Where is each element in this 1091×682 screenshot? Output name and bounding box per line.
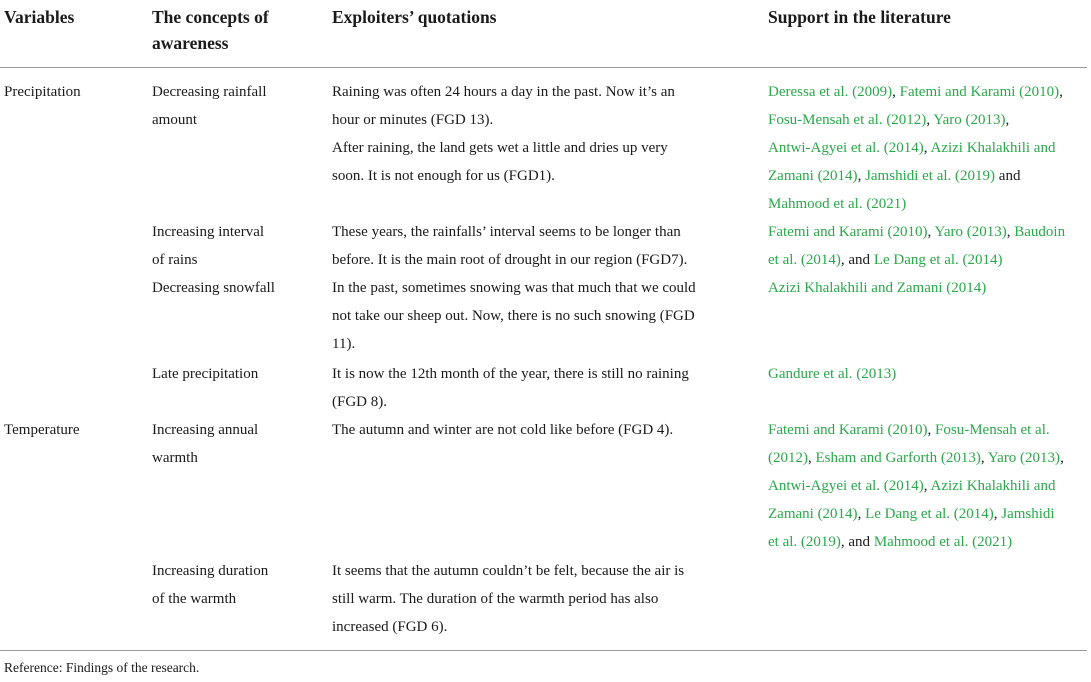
cell-quote-line: These years, the rainfalls’ interval seems to be longer than: [332, 224, 681, 240]
header-literature: Support in the literature: [768, 7, 951, 27]
cell-quote-line: It seems that the autumn couldn’t be felt, because the air is: [332, 563, 685, 579]
cell-quote-line: hour or minutes (FGD 13).: [332, 112, 494, 128]
cell-quote-line: It is now the 12th month of the year, there is still no raining: [332, 366, 689, 382]
cell-literature-line: Azizi Khalakhili and Zamani (2014): [768, 280, 987, 296]
cell-quote-line: before. It is the main root of drought in our region (FGD7).: [332, 252, 688, 268]
cell-literature-line: et al. (2014), and Le Dang et al. (2014): [768, 252, 1003, 268]
cell-literature-line: Gandure et al. (2013): [768, 366, 897, 382]
cell-literature-line: Fosu-Mensah et al. (2012), Yaro (2013),: [768, 112, 1010, 128]
header-concepts: The concepts of awareness: [152, 7, 269, 53]
cell-variable: Precipitation: [4, 84, 81, 100]
cell-literature-line: Fatemi and Karami (2010), Fosu-Mensah et al.: [768, 422, 1050, 438]
bottom-rule: [0, 650, 1087, 651]
cell-quote-line: not take our sheep out. Now, there is no such snowing (FGD: [332, 308, 695, 324]
cell-literature-line: et al. (2019), and Mahmood et al. (2021): [768, 534, 1013, 550]
cell-concept-line: Increasing duration: [152, 563, 269, 579]
cell-concept-line: warmth: [152, 450, 198, 466]
cell-literature-line: Mahmood et al. (2021): [768, 196, 907, 212]
cell-concept-line: of the warmth: [152, 591, 237, 607]
cell-literature-line: Antwi-Agyei et al. (2014), Azizi Khalakhili and: [768, 140, 1056, 156]
cell-concept-line: Decreasing snowfall: [152, 280, 275, 296]
cell-quote-line: Raining was often 24 hours a day in the past. Now it’s an: [332, 84, 675, 100]
cell-quote-line: increased (FGD 6).: [332, 619, 448, 635]
cell-concept-line: Increasing interval: [152, 224, 265, 240]
footnote: Reference: Findings of the research.: [4, 660, 200, 675]
cell-literature-line: Deressa et al. (2009), Fatemi and Karami (2010),: [768, 84, 1063, 100]
cell-concept-line: of rains: [152, 252, 198, 268]
cell-literature-line: Fatemi and Karami (2010), Yaro (2013), Baudoin: [768, 224, 1066, 240]
cell-quote-line: 11).: [332, 336, 356, 352]
cell-literature-line: Antwi-Agyei et al. (2014), Azizi Khalakhili and: [768, 478, 1056, 494]
header-variables: Variables: [4, 7, 75, 27]
cell-quote-line: soon. It is not enough for us (FGD1).: [332, 168, 555, 184]
cell-literature-line: Zamani (2014), Jamshidi et al. (2019) and: [768, 168, 1021, 184]
cell-literature-line: Zamani (2014), Le Dang et al. (2014), Jamshidi: [768, 506, 1055, 522]
header-quotations: Exploiters’ quotations: [332, 7, 497, 27]
cell-concept-line: Late precipitation: [152, 366, 259, 382]
cell-quote-line: After raining, the land gets wet a little and dries up very: [332, 140, 668, 156]
cell-variable: Temperature: [4, 422, 80, 438]
cell-concept-line: Increasing annual: [152, 422, 259, 438]
cell-quote-line: The autumn and winter are not cold like before (FGD 4).: [332, 422, 674, 438]
cell-concept-line: Decreasing rainfall: [152, 84, 267, 100]
cell-concept-line: amount: [152, 112, 197, 128]
header-rule: [0, 67, 1087, 68]
cell-quote-line: still warm. The duration of the warmth period has also: [332, 591, 659, 607]
cell-literature-line: (2012), Esham and Garforth (2013), Yaro (2013),: [768, 450, 1064, 466]
cell-quote-line: In the past, sometimes snowing was that much that we could: [332, 280, 696, 296]
cell-quote-line: (FGD 8).: [332, 394, 387, 410]
